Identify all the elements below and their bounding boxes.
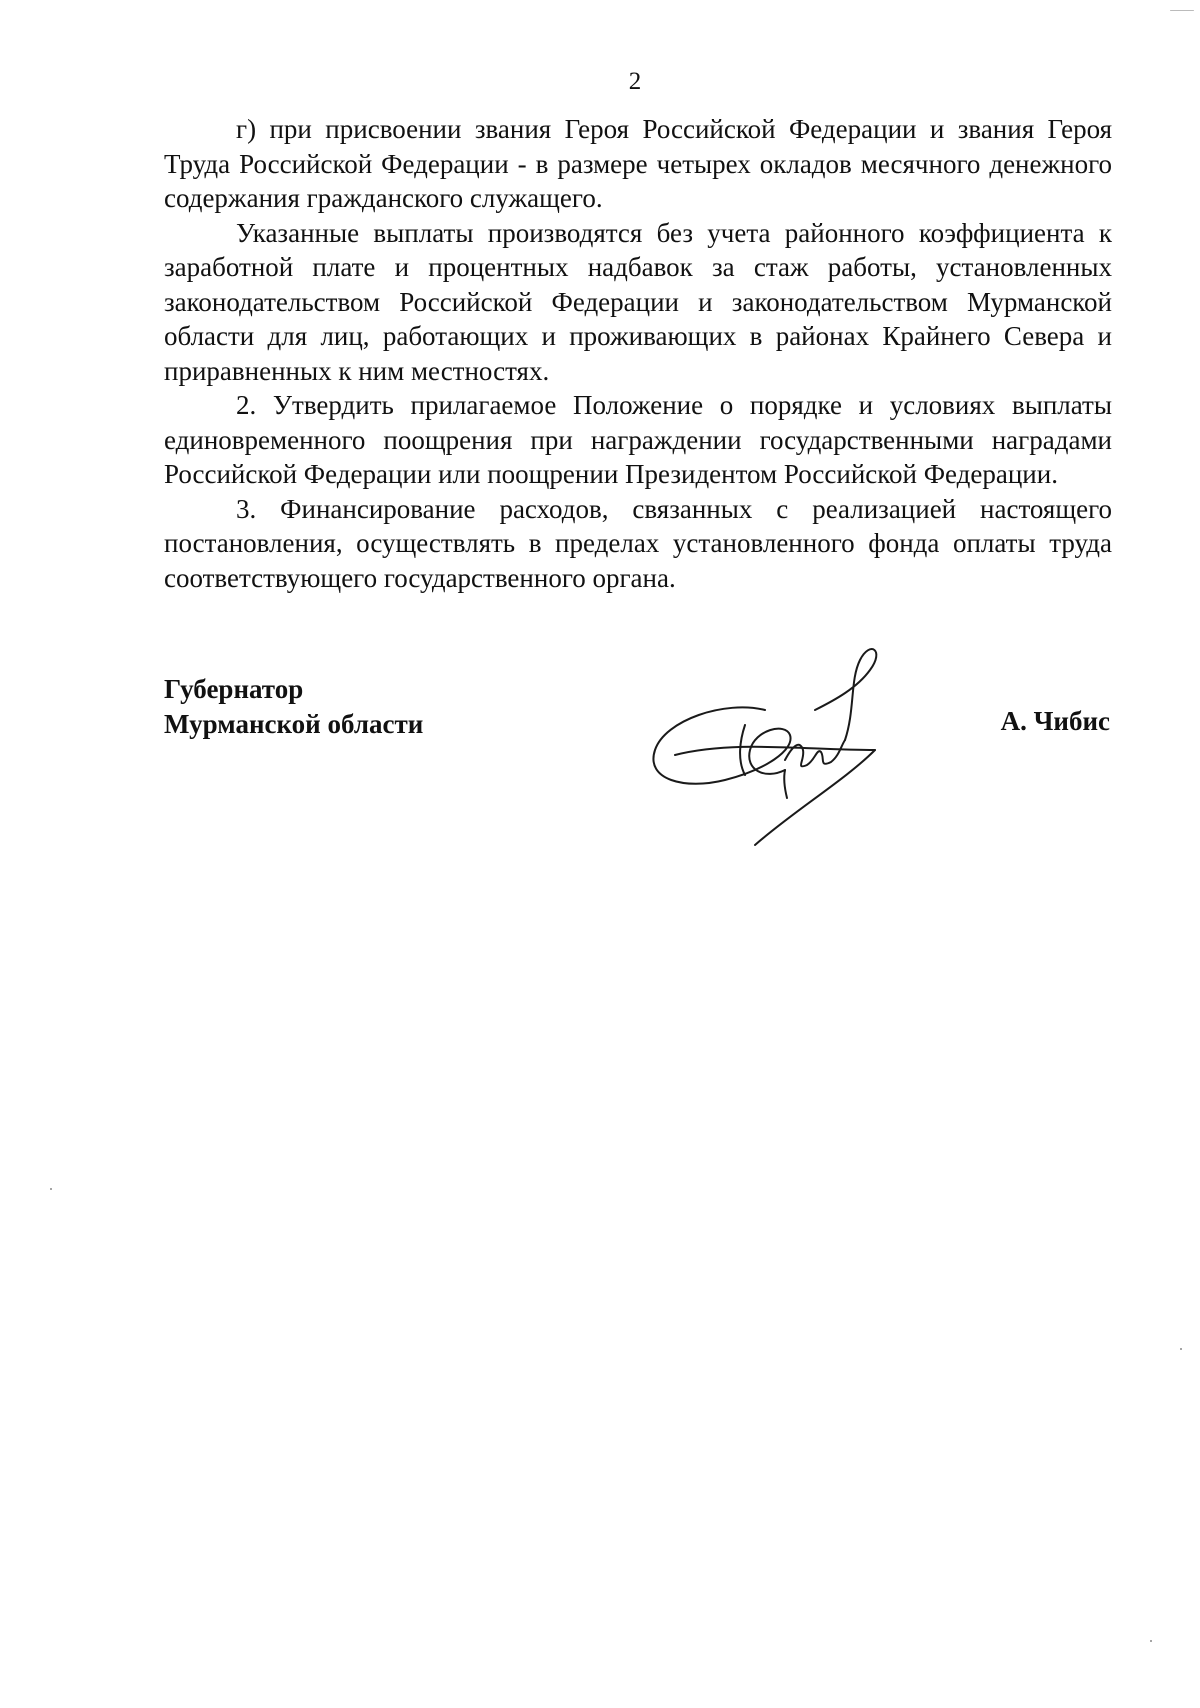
handwritten-signature [645, 640, 895, 850]
paragraph-financing: 3. Финансирование расходов, связанных с реализацией настоящего постановления, осуществлять в пределах установленного фонда оплаты труда соответствующего государственного органа. [164, 493, 1112, 593]
signatory-title-line2: Мурманской области [164, 709, 424, 739]
scan-speck [1170, 10, 1194, 11]
scan-speck [50, 1188, 52, 1190]
signatory-name: А. Чибис [1000, 706, 1110, 736]
paragraph-approve-regulation: 2. Утвердить прилагаемое Положение о порядке и условиях выплаты единовременного поощрения при награждении государственными наградами Российской Федерации или поощрении Президентом Российской Федерации. [164, 390, 1112, 489]
signatory-title-line1: Губернатор [164, 674, 304, 704]
paragraph-payments-note: Указанные выплаты производятся без учета районного коэффициента к заработной плате и процентных надбавок за стаж работы, установленных законодательством Российской Федерации и законодательством Мурманской области для лиц, работающих и проживающих в районах Крайнего Севера и приравненных к ним местностях. [164, 217, 1112, 386]
scan-speck [1150, 1640, 1152, 1642]
document-body [164, 112, 1112, 595]
scan-speck [1180, 1348, 1182, 1350]
signatory-title [164, 672, 1114, 742]
paragraph-hero-award: г) при присвоении звания Героя Российской Федерации и звания Героя Труда Российской Федерации - в размере четырех окладов месячного денежного содержания гражданского служащего. [164, 114, 1112, 213]
page-number: 2 [628, 68, 642, 95]
